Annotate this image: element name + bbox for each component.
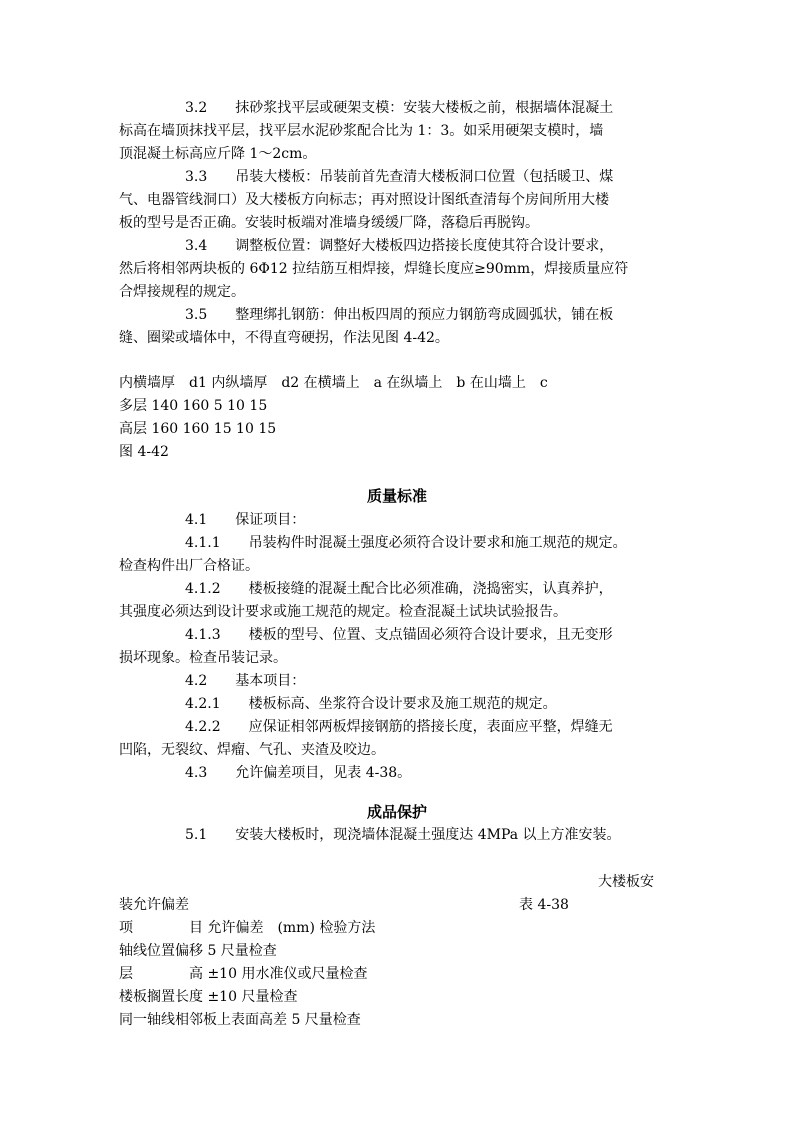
text-line: 凹陷，无裂纹、焊瘤、气孔、夹渣及咬边。 [119, 742, 385, 758]
text-line: 顶混凝土标高应斤降 1～2cm。 [119, 146, 317, 162]
text-line: 4.3 允许偏差项目，见表 4-38。 [185, 765, 412, 781]
figure-table-header: 内横墙厚 d1 内纵墙厚 d2 在横墙上 a 在纵墙上 b 在山墙上 c [119, 375, 548, 391]
text-line: 3.3 吊装大楼板：吊装前首先查清大楼板洞口位置（包括暖卫、煤 [185, 169, 614, 185]
text-line: 3.4 调整板位置：调整好大楼板四边搭接长度使其符合设计要求， [185, 238, 614, 254]
text-line: 4.2.2 应保证相邻两板焊接钢筋的搭接长度，表面应平整，焊缝无 [185, 719, 613, 735]
table-caption: 装允许偏差 [119, 897, 189, 913]
text-line: 4.1.2 楼板接缝的混凝土配合比必须准确，浇捣密实，认真养护， [185, 581, 613, 597]
text-line: 5.1 安装大楼板时，现浇墙体混凝土强度达 4MPa 以上方准安装。 [185, 827, 621, 843]
text-line: 4.2 基本项目： [185, 673, 306, 689]
section-title-quality: 质量标准 [366, 487, 427, 505]
section-title-protection: 成品保护 [366, 803, 427, 821]
text-line: 3.2 抹砂浆找平层或硬架支模：安装大楼板之前，根据墙体混凝土 [185, 100, 614, 116]
table-row: 同一轴线相邻板上表面高差 5 尺量检查 [119, 1012, 361, 1028]
text-line: 4.1.1 吊装构件时混凝土强度必须符合设计要求和施工规范的规定。 [185, 535, 627, 551]
table-number: 表 4-38 [519, 897, 569, 913]
text-line: 板的型号是否正确。安装时板端对准墙身缓缓厂降，落稳后再脱钩。 [119, 215, 539, 231]
text-line: 损坏现象。检查吊装记录。 [119, 650, 287, 666]
table-row: 楼板搁置长度 ±10 尺量检查 [119, 989, 298, 1005]
figure-caption: 图 4-42 [119, 444, 169, 460]
text-line: 合焊接规程的规定。 [119, 284, 245, 300]
text-line: 气、电器管线洞口）及大楼板方向标志；再对照设计图纸查清每个房间所用大楼 [119, 192, 609, 208]
table-row: 轴线位置偏移 5 尺量检查 [119, 943, 277, 959]
text-line: 然后将相邻两块板的 6Φ12 拉结筋互相焊接，焊缝长度应≥90mm，焊接质量应符 [119, 261, 629, 277]
table-header: 项 目 允许偏差 (mm) 检验方法 [119, 920, 376, 936]
text-line: 缝、圈梁或墙体中，不得直弯硬拐，作法见图 4-42。 [119, 330, 449, 346]
figure-table-row: 高层 160 160 15 10 15 [119, 421, 277, 437]
text-line: 其强度必须达到设计要求或施工规范的规定。检查混凝土试块试验报告。 [119, 604, 567, 620]
text-line: 4.1 保证项目： [185, 512, 306, 528]
text-line: 标高在墙顶抹找平层，找平层水泥砂浆配合比为 1：3。如采用硬架支模时，墙 [119, 123, 604, 139]
figure-table-row: 多层 140 160 5 10 15 [119, 398, 268, 414]
text-line: 3.5 整理绑扎钢筋：伸出板四周的预应力钢筋弯成圆弧状，铺在板 [185, 307, 614, 323]
text-line: 检查构件出厂合格证。 [119, 558, 259, 574]
text-line: 4.1.3 楼板的型号、位置、支点锚固必须符合设计要求，且无变形 [185, 627, 613, 643]
text-line: 4.2.1 楼板标高、坐浆符合设计要求及施工规范的规定。 [185, 696, 557, 712]
table-caption: 大楼板安 [598, 874, 654, 890]
table-row: 层 高 ±10 用水准仪或尺量检查 [119, 966, 368, 982]
